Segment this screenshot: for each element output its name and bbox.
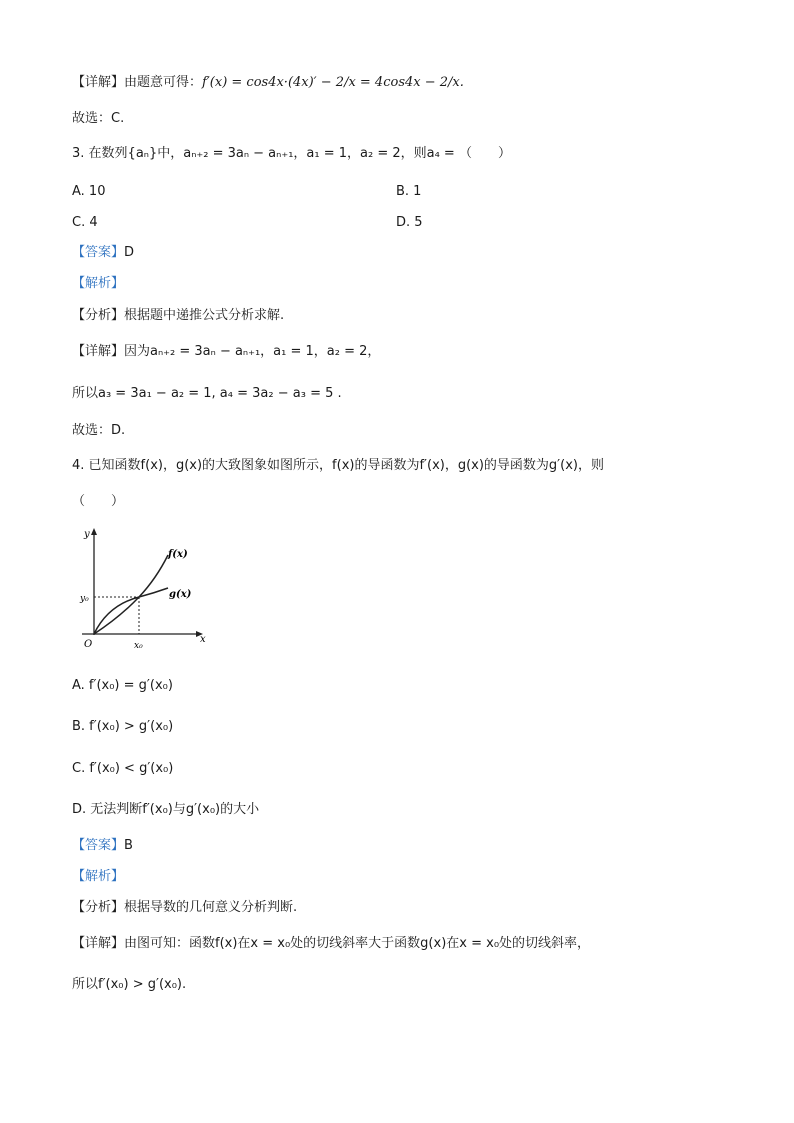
analysis-label: 【解析】 xyxy=(72,276,125,291)
detail-line-2: 所以a₃ = 3a₁ − a₂ = 1, a₄ = 3a₂ − a₃ = 5 . xyxy=(72,386,342,401)
y0-label: y₀ xyxy=(80,594,89,604)
option-a: A. 10 xyxy=(72,184,106,199)
question-number: 4. xyxy=(72,458,85,473)
question-4 xyxy=(72,456,604,476)
detail-line-2: 所以f′(x₀) > g′(x₀). xyxy=(72,977,187,992)
detail-label: 【详解】 xyxy=(72,75,125,90)
question-number: 3. xyxy=(72,146,85,161)
y-axis-label: y xyxy=(84,529,90,540)
detail-text: 因为aₙ₊₂ = 3aₙ − aₙ₊₁，a₁ = 1，a₂ = 2， xyxy=(124,344,381,359)
detail-line xyxy=(72,934,590,954)
question-text: 已知函数f(x)，g(x)的大致图象如图所示，f(x)的导函数为f′(x)，g(x)的导函数为g′(x)，则 xyxy=(88,458,604,473)
origin-label: O xyxy=(84,639,93,650)
x-axis-label: x xyxy=(200,634,206,645)
option-d: D. 5 xyxy=(396,215,423,230)
question-paren: （ ） xyxy=(72,494,125,509)
detail-math: f′(x) = cos4x·(4x)′ − 2/x = 4cos4x − 2/x. xyxy=(202,75,464,90)
analysis-tag: 【分析】 xyxy=(72,900,125,915)
option-d: D. 无法判断f′(x₀)与g′(x₀)的大小 xyxy=(72,802,260,817)
answer-label: 【答案】 xyxy=(72,838,125,853)
answer-line xyxy=(72,836,133,856)
option-c: C. 4 xyxy=(72,215,98,230)
x0-label: x₀ xyxy=(134,641,143,651)
choice-line: 故选：C. xyxy=(72,111,125,126)
analysis-label: 【解析】 xyxy=(72,869,125,884)
y-axis-arrow xyxy=(91,528,97,535)
g-curve-label: g(x) xyxy=(169,589,192,600)
detail-text: 由图可知：函数f(x)在x = x₀处的切线斜率大于函数g(x)在x = x₀处的切线斜率， xyxy=(124,936,591,951)
solution-line xyxy=(72,73,464,93)
f-curve-label: f(x) xyxy=(168,549,188,560)
choice-line-2: 故选：D. xyxy=(72,423,126,438)
answer-line xyxy=(72,243,134,263)
question-3 xyxy=(72,144,511,164)
f-curve xyxy=(94,555,168,634)
option-c: C. f′(x₀) < g′(x₀) xyxy=(72,761,174,776)
answer-value: D xyxy=(124,245,135,260)
analysis-line xyxy=(72,898,297,918)
option-b: B. 1 xyxy=(396,184,422,199)
detail-text: 由题意可得： xyxy=(124,75,203,90)
analysis-text: 根据导数的几何意义分析判断. xyxy=(124,900,298,915)
answer-label: 【答案】 xyxy=(72,245,125,260)
detail-tag: 【详解】 xyxy=(72,344,125,359)
analysis-line xyxy=(72,306,284,326)
option-b: B. f′(x₀) > g′(x₀) xyxy=(72,719,174,734)
analysis-tag: 【分析】 xyxy=(72,308,125,323)
question-text: 在数列{aₙ}中，aₙ₊₂ = 3aₙ − aₙ₊₁，a₁ = 1，a₂ = 2，则a₄ = （ ） xyxy=(88,146,511,161)
detail-line xyxy=(72,342,380,362)
analysis-text: 根据题中递推公式分析求解. xyxy=(124,308,285,323)
answer-value: B xyxy=(124,838,133,853)
function-graph-figure xyxy=(72,525,212,655)
option-a: A. f′(x₀) = g′(x₀) xyxy=(72,678,173,693)
detail-tag: 【详解】 xyxy=(72,936,125,951)
